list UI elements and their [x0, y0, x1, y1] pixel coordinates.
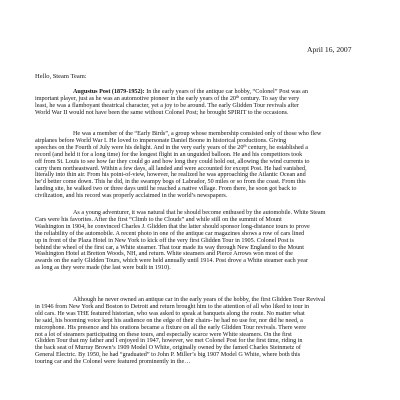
paragraph-line: He was a member of the “Early Birds”, a group whose membership consisted only of those who flew: [73, 131, 322, 137]
paragraph-line: record (and held it for a long time) for the longest flight in an unguided balloon. He and his competitors took: [35, 151, 303, 158]
line-text: century. To say the very: [239, 95, 300, 102]
paragraph-line: the back seat of Murray Brown’s 1909 Model O White, originally owned by the famed Charles Steinmetz of: [35, 345, 301, 352]
paragraph-early-birds: [35, 131, 364, 200]
superscript: th: [235, 93, 240, 99]
line-text: In the early years of the antique car hobby, “Colonel” Post was an: [144, 89, 308, 95]
paragraph-line: the reliability of the automobile. A recent photo in one of the antique car magazines shows a row of cars lined: [35, 230, 305, 237]
paragraph-line: [35, 142, 364, 152]
section-heading: Augustus Post (1879-1952):: [73, 89, 145, 95]
paragraph-line: awards on the early Glidden Tours, which were held annually until 1914. Post drove a White steamer each year: [35, 258, 308, 265]
paragraph-line: Although he never owned an antique car in the early years of the hobby, the first Glidden Tour Revival: [73, 297, 326, 303]
paragraph-line: old cars. He was THE featured historian, who was asked to speak at banquets along the route. No matter what: [35, 310, 305, 317]
paragraph-line: touring car and the Colonel were featured prominently in the…: [35, 359, 191, 366]
paragraph-line: not a lot of steamers participating on these tours, and especially scarce were White steamers. On the first: [35, 331, 292, 338]
paragraph-line: least, he was a flamboyant theatrical character, yet a joy to be around. The early Glidden Tour revivals after: [35, 102, 299, 109]
paragraph-line: [35, 89, 364, 96]
paragraph-line: as long as they were made (the last were built in 1910).: [35, 265, 171, 272]
paragraph-line: up in front of the Plaza Hotel in New York to kick off the very first Glidden Tour in 1905. Colonel Post is: [35, 237, 294, 244]
paragraph-line: [35, 93, 364, 103]
letter-greeting: Hello, Steam Team:: [35, 73, 87, 80]
paragraph-line: he said, his booming voice kept his audience on the edge of their chairs- he had no use for, nor did he need, a: [35, 317, 303, 324]
paragraph-line: Washington in 1904, he convinced Charles J. Glidden that the latter should sponsor long-distance tours to prove: [35, 223, 310, 230]
paragraph-line: General Electric. By 1950, he had “graduated” to John P. Miller’s big 1907 Model G White, where both this: [35, 352, 301, 359]
paragraph-line: civilization, and his record was properly acclaimed in the world’s newspapers.: [35, 193, 228, 200]
paragraph-line: behind the wheel of the first car, a White steamer. That tour made its way through New England to the Mount: [35, 244, 304, 251]
paragraph-line: in 1946 from New York and Boston to Detroit and return brought him to the attention of all who liked to tour in: [35, 303, 310, 310]
paragraph-young-adventurer: [35, 210, 364, 272]
line-text: important player, just as he was an automotive pioneer in the early years of the 20: [35, 95, 236, 102]
paragraph-line: off from St. Louis to see how far they could go and how long they could hold out, allowing the wind currents to: [35, 158, 310, 165]
paragraph-line: carry them northeastward. Within a few days, all landed and were accounted for except Post. He had vanished,: [35, 165, 307, 172]
paragraph-line: airplanes before World War I. He loved to impersonate Daniel Boone in historical productions. Giving: [35, 137, 287, 144]
paragraph-augustus-post: [35, 89, 364, 117]
paragraph-line: landing site, he walked two or three days until he reached a native village. From there, he soon got back to: [35, 186, 297, 193]
line-text: speeches on the Fourth of July were his delight. And in the very early years of the 20: [35, 144, 244, 151]
paragraph-line: microphone. His presence and his orations became a fixture on all the early Glidden Tour revivals. There were: [35, 324, 306, 331]
superscript: th: [243, 142, 247, 148]
paragraph-line: Glidden Tour that my father and I enjoyed in 1947, however, we met Colonel Post for the first time, riding in: [35, 338, 303, 345]
paragraph-line: literally into thin air. From his point-of-view, however, he realized he was approaching the Atlantic Ocean and: [35, 172, 306, 179]
paragraph-line: Cars were his favorites. After the first “Climb to the Clouds” and while still on the summit of Mount: [35, 216, 282, 223]
paragraph-line: Washington Hotel at Bretton Woods, NH, and return. White steamers and Pierce Arrows won most of the: [35, 251, 293, 258]
paragraph-line: As a young adventurer, it was natural that he should become enthused by the automobile. White Steam: [73, 210, 326, 216]
letter-date: April 16, 2007: [307, 45, 352, 54]
line-text: century, he established a: [246, 144, 309, 151]
paragraph-line: he’d better come down. This he did, in the swampy bogs of Labrador, 50 miles or so from the coast. From this: [35, 179, 306, 186]
paragraph-glidden-revival: [35, 297, 364, 366]
paragraph-line: World War II would not have been the same without Colonel Post; he brought SPIRIT to the occasions.: [35, 109, 289, 116]
